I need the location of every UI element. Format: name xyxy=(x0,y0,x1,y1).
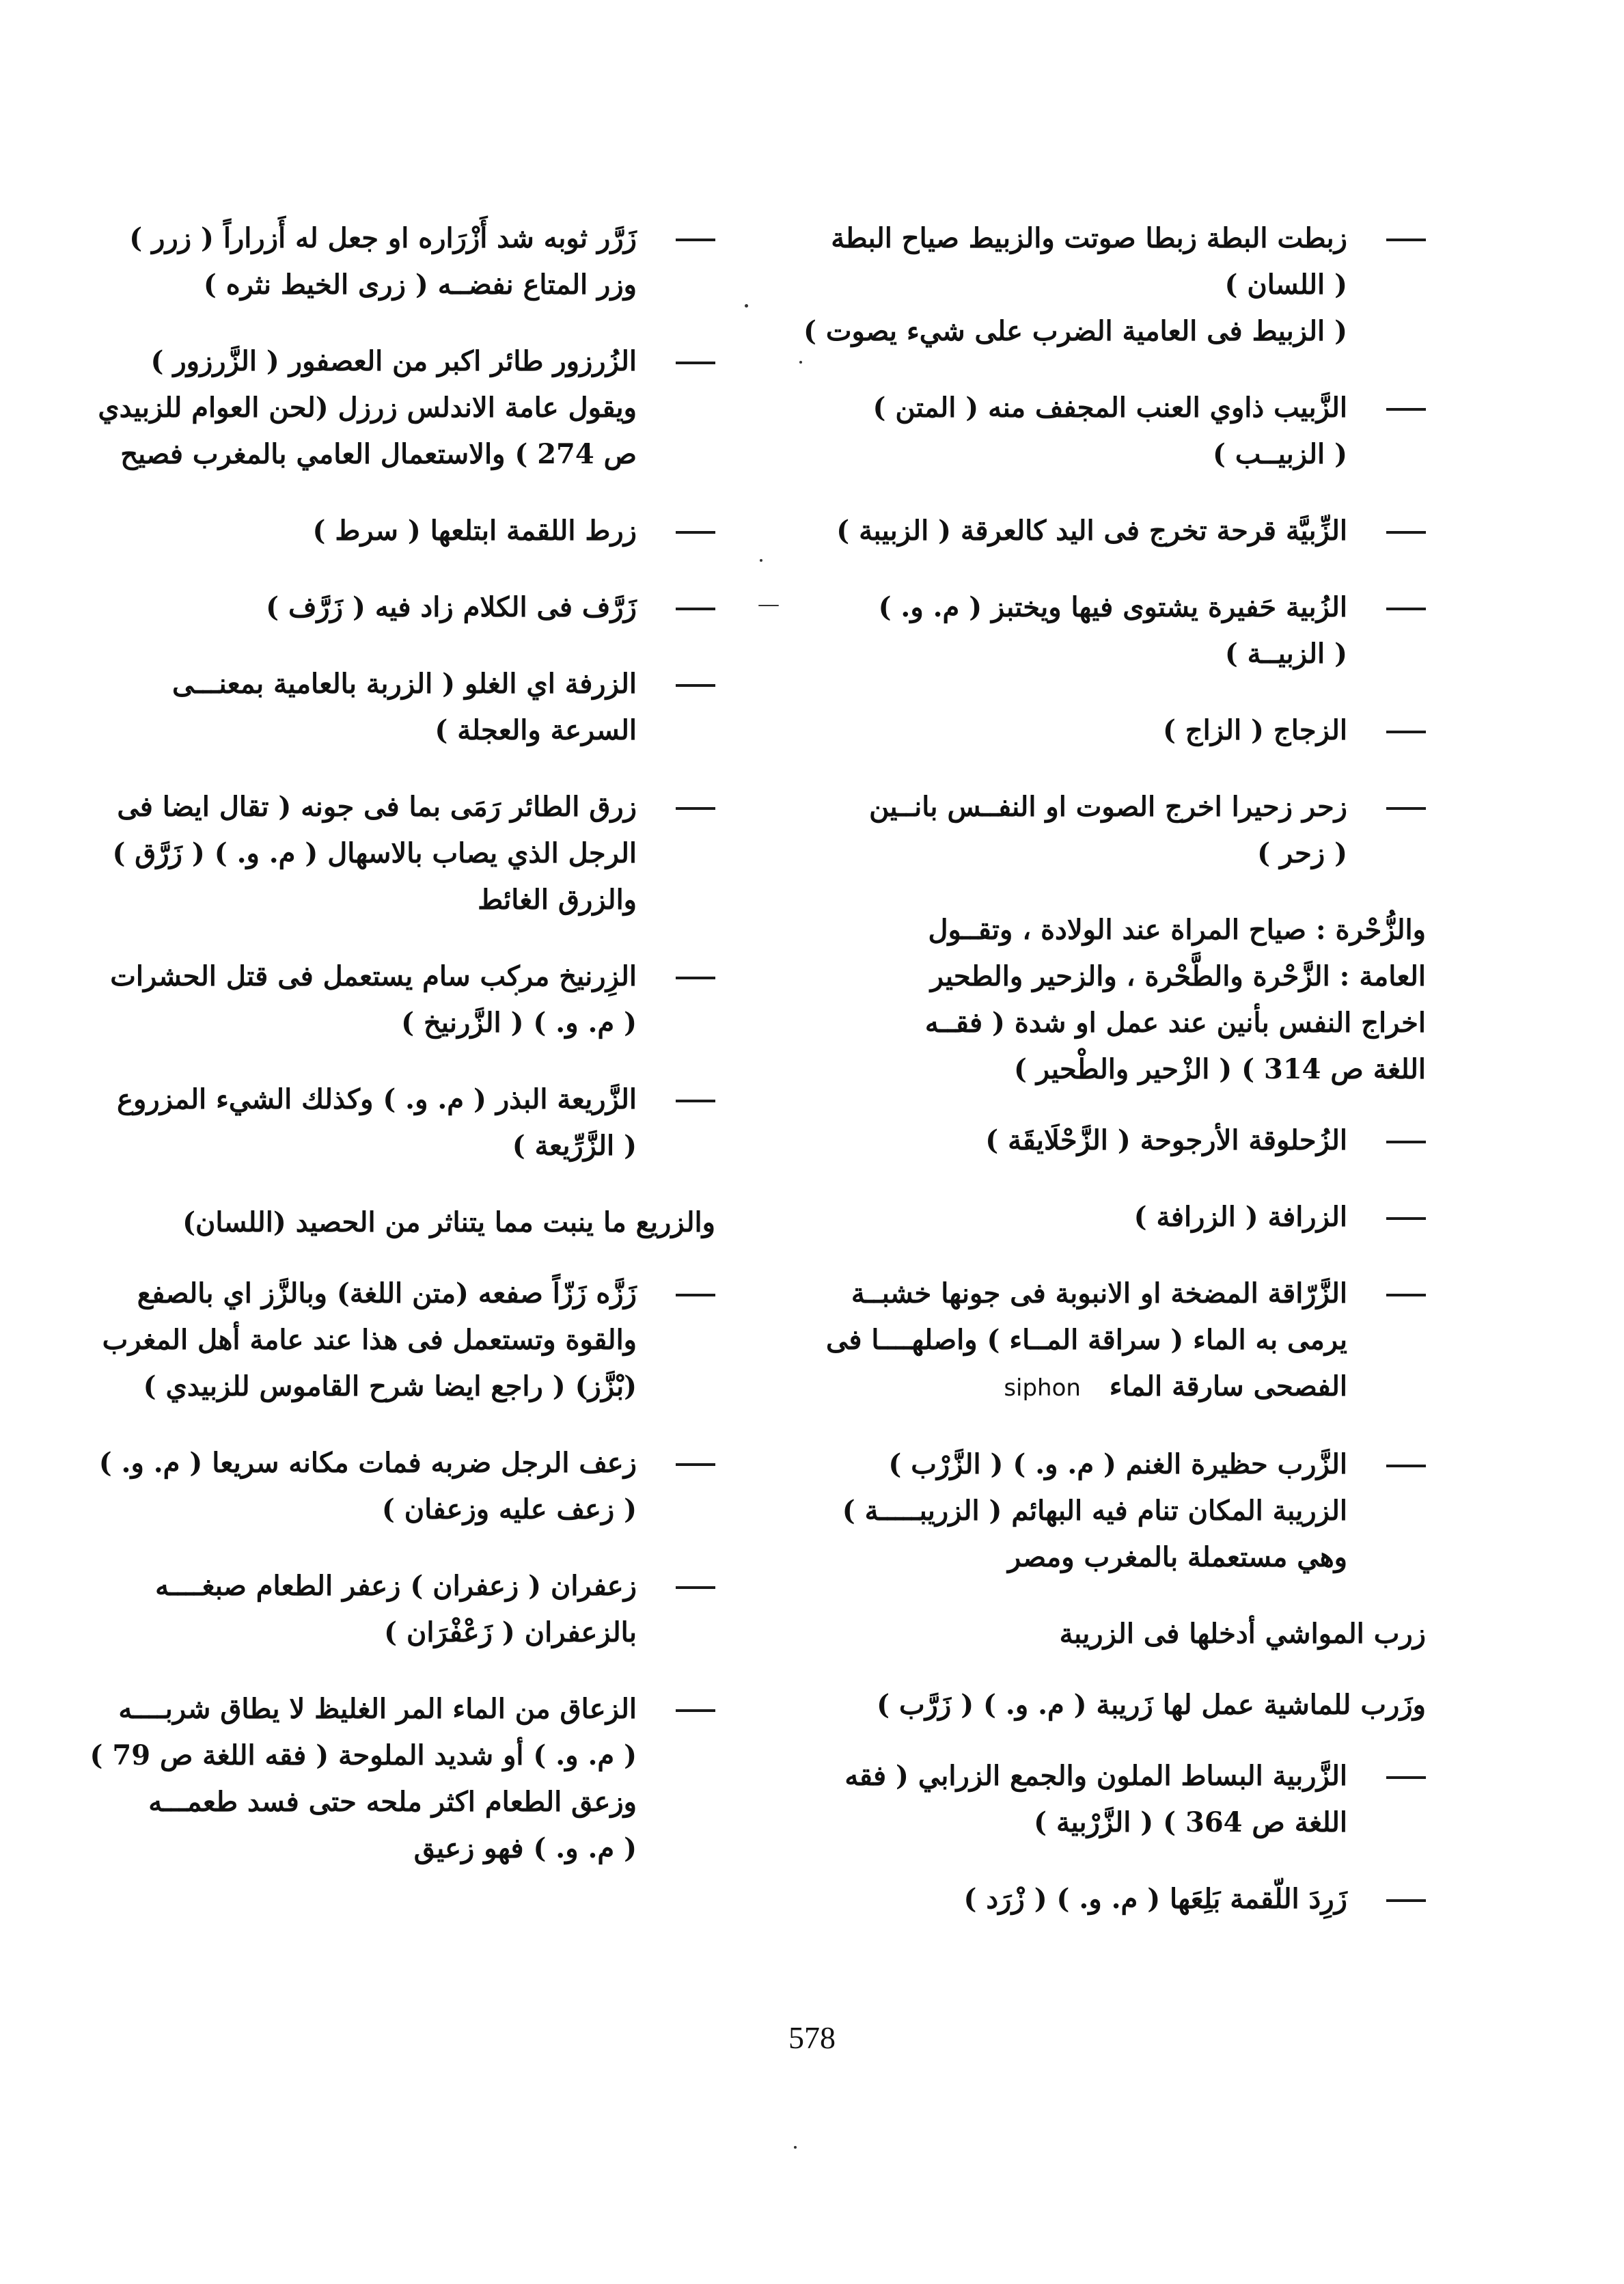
entry-dash xyxy=(676,1709,715,1712)
entry xyxy=(825,1441,1426,1581)
entry-dash xyxy=(1386,1141,1426,1143)
entry-continuation xyxy=(825,907,1426,1093)
entry-line: ( الزبيط فى العامية الضرب على شيء يصوت ) xyxy=(803,315,1347,347)
entry-line: ( م. و. ) فهو زعيق xyxy=(413,1832,637,1864)
page-number: 578 xyxy=(788,2020,836,2055)
entry-line: ويقول عامة الاندلس زرزل (لحن العوام للزبيدي xyxy=(98,392,637,424)
entry xyxy=(825,1270,1426,1411)
entry-line: العامة : الزَّحْرة والطَّحْرة ، والزحير والطحير xyxy=(930,960,1426,992)
entry-line: اللغة ص 364 ) ( الزَّرْبية ) xyxy=(1034,1806,1347,1838)
entry-dash xyxy=(1386,1465,1426,1467)
entry xyxy=(114,1563,715,1656)
entry-line: الزُرزور طائر اكبر من العصفور ( الزَّرزور ) xyxy=(150,345,637,377)
entry-dash xyxy=(676,684,715,687)
entry xyxy=(825,1117,1426,1164)
entry xyxy=(114,215,715,308)
entry-line: اخراج النفس بأنين عند عمل او شدة ( فقــه xyxy=(924,1007,1426,1039)
entry-line: الزَّريعة البذر ( م. و. ) وكذلك الشيء المزروع xyxy=(117,1083,637,1115)
entry-dash xyxy=(1386,1217,1426,1220)
latin-term: siphon xyxy=(1004,1374,1081,1402)
entry-line: وزعق الطعام اكثر ملحه حتى فسد طعمـــه xyxy=(148,1786,637,1818)
entry-dash xyxy=(676,362,715,364)
entry-line: الزجاج ( الزاج ) xyxy=(1162,714,1347,746)
entry-line: ( م. و. ) ( الزَّرنيخ ) xyxy=(401,1007,637,1039)
entry-line: الزُحلوقة الأرجوحة ( الزَّحْلَايقَة ) xyxy=(985,1124,1347,1156)
entry xyxy=(825,508,1426,554)
entry-dash xyxy=(676,531,715,534)
entry-dash xyxy=(1386,1294,1426,1296)
entry-line: زرب المواشي أدخلها فى الزريبة xyxy=(1059,1618,1426,1650)
entry-line: زَرَّر ثوبه شد أَزْرَاره او جعل له أَزراراً ( زرر ) xyxy=(129,222,637,254)
scan-speck xyxy=(760,559,762,562)
right-column xyxy=(803,215,1426,1953)
entry xyxy=(114,784,715,923)
entry-line: زَزَّه زَزّاً صفعه (متن اللغة) وبالزَّز اي بالصفع xyxy=(137,1277,637,1309)
entry-line: ( الزبيــب ) xyxy=(1213,438,1347,470)
entry xyxy=(825,1194,1426,1240)
entry xyxy=(825,784,1426,877)
scan-speck xyxy=(745,304,748,308)
entry-line: السرعة والعجلة ) xyxy=(435,714,637,746)
entry-dash xyxy=(1386,1776,1426,1779)
entry-dash xyxy=(1386,531,1426,534)
entry-dash xyxy=(676,1100,715,1102)
entry xyxy=(825,584,1426,677)
entry-line xyxy=(825,1363,1347,1411)
entry-line: اللغة ص 314 ) ( الزْحير والطْحير ) xyxy=(1013,1053,1426,1085)
entry xyxy=(98,1440,715,1533)
entry-line: الزعاق من الماء المر الغليظ لا يطاق شربــــه xyxy=(118,1693,637,1725)
entry-dash xyxy=(1386,1899,1426,1902)
entry-line: يرمى به الماء ( سراقة المــاء ) واصلهــــا فى xyxy=(826,1324,1347,1356)
entry-dash xyxy=(1386,239,1426,241)
entry-line: الزَّربية البساط الملون والجمع الزرابي ( فقه xyxy=(844,1760,1347,1792)
entry-line: زرق الطائر رَمَى بما فى جونه ( تقال ايضا فى xyxy=(117,791,637,823)
entry-line: ( زحر ) xyxy=(1257,837,1347,869)
entry-line: والزرق الغائط xyxy=(478,884,637,916)
entry-continuation xyxy=(114,1199,715,1246)
entry-line: الزِّبيَّة قرحة تخرج فى اليد كالعرقة ( الزبيبة ) xyxy=(836,515,1347,547)
entry xyxy=(825,1753,1426,1846)
entry-dash xyxy=(676,807,715,810)
entry-dash xyxy=(676,1463,715,1466)
scan-speck xyxy=(514,992,518,996)
entry xyxy=(114,1076,715,1169)
entry-dash xyxy=(1386,731,1426,733)
entry xyxy=(114,661,715,754)
entry-line: والقوة وتستعمل فى هذا عند عامة أهل المغرب xyxy=(102,1324,637,1356)
entry-line: زعف الرجل ضربه فمات مكانه سريعا ( م. و. ) xyxy=(98,1447,637,1479)
entry-line: زحر زحيرا اخرج الصوت او النفــس بانــين xyxy=(869,791,1347,823)
entry-line: الزُبية حَفيرة يشتوى فيها ويختبز ( م. و. ) xyxy=(878,591,1347,623)
scan-speck xyxy=(758,605,779,606)
entry-dash xyxy=(1386,408,1426,411)
entry-line: بالزعفران ( زَعْفْرَان ) xyxy=(384,1616,637,1648)
entry-line: ( الزَّرِّيعة ) xyxy=(512,1130,637,1162)
entry xyxy=(114,508,715,554)
entry-line: ( زعف عليه وزعفان ) xyxy=(381,1493,637,1525)
entry-line: الزَّرب حظيرة الغنم ( م. و. ) ( الزَّرْب ) xyxy=(888,1448,1347,1480)
entry-line: ( اللسان ) xyxy=(1224,269,1347,301)
entry xyxy=(102,1270,715,1410)
entry xyxy=(110,953,715,1046)
entry-dash xyxy=(676,977,715,979)
entry-line: ( الزبيــة ) xyxy=(1224,638,1347,670)
entry-line: ( م. و. ) أو شديد الملوحة ( فقه اللغة ص 79 ) xyxy=(90,1739,637,1771)
entry-line: الزرافة ( الزرافة ) xyxy=(1133,1201,1347,1233)
entry-line: الزرفة اي الغلو ( الزربة بالعامية بمعنـــى xyxy=(172,668,637,700)
entry xyxy=(825,385,1426,478)
entry xyxy=(114,584,715,631)
left-column xyxy=(90,215,715,1902)
entry-line: زبطت البطة زبطا صوتت والزبيط صياح البطة xyxy=(831,222,1347,254)
entry-dash xyxy=(676,1294,715,1296)
entry-line: وهي مستعملة بالمغرب ومصر xyxy=(1008,1541,1347,1573)
entry-continuation xyxy=(825,1611,1426,1657)
entry xyxy=(90,1686,715,1872)
entry-line: زعفران ( زعفران ) زعفر الطعام صبغــــه xyxy=(155,1570,637,1602)
entry-continuation xyxy=(825,1682,1426,1728)
entry-line-text: الفصحى سارقة الماء xyxy=(1109,1370,1347,1402)
entry-line: وزَرب للماشية عمل لها زَريبة ( م. و. ) ( زَرَّب ) xyxy=(877,1689,1426,1721)
entry-dash xyxy=(676,608,715,610)
entry-dash xyxy=(676,239,715,241)
entry-line: زَرَّف فى الكلام زاد فيه ( زَرَّف ) xyxy=(266,591,637,623)
entry-line: وزر المتاع نفضــه ( زرى الخيط نثره ) xyxy=(203,269,637,301)
entry-line: زَرِدَ اللّقمة بَلِعَها ( م. و. ) ( زْرَد ) xyxy=(963,1883,1347,1915)
entry-dash xyxy=(676,1586,715,1589)
entry xyxy=(825,1876,1426,1922)
entry-line: ص 274 ) والاستعمال العامي بالمغرب فصيح xyxy=(120,438,637,470)
entry-line: والزريع ما ينبت مما يتناثر من الحصيد (اللسان) xyxy=(182,1206,715,1238)
entry xyxy=(803,215,1426,355)
entry-line: زرط اللقمة ابتلعها ( سرط ) xyxy=(312,515,637,547)
entry-dash xyxy=(1386,608,1426,610)
entry-line: الزِرنيخ مركب سام يستعمل فى قتل الحشرات xyxy=(110,960,637,992)
entry-line: الزريبة المكان تنام فيه البهائم ( الزريبـــــة ) xyxy=(842,1495,1347,1527)
entry-line: الزَّرّاقة المضخة او الانبوبة فى جونها خشبــة xyxy=(851,1277,1347,1309)
entry-line: الزَّبيب ذاوي العنب المجفف منه ( المتن ) xyxy=(872,392,1347,424)
entry-dash xyxy=(1386,807,1426,810)
entry-line: (بْزَّز) ( راجع ايضا شرح القاموس للزبيدي ) xyxy=(143,1370,637,1402)
scan-speck xyxy=(799,361,802,364)
entry-line: والزُّحْرة : صياح المراة عند الولادة ، وتقــول xyxy=(928,914,1426,946)
entry xyxy=(98,338,715,478)
scan-speck xyxy=(794,2146,797,2149)
entry xyxy=(825,707,1426,754)
entry-line: الرجل الذي يصاب بالاسهال ( م. و. ) ( زَرَّق ) xyxy=(112,837,637,869)
